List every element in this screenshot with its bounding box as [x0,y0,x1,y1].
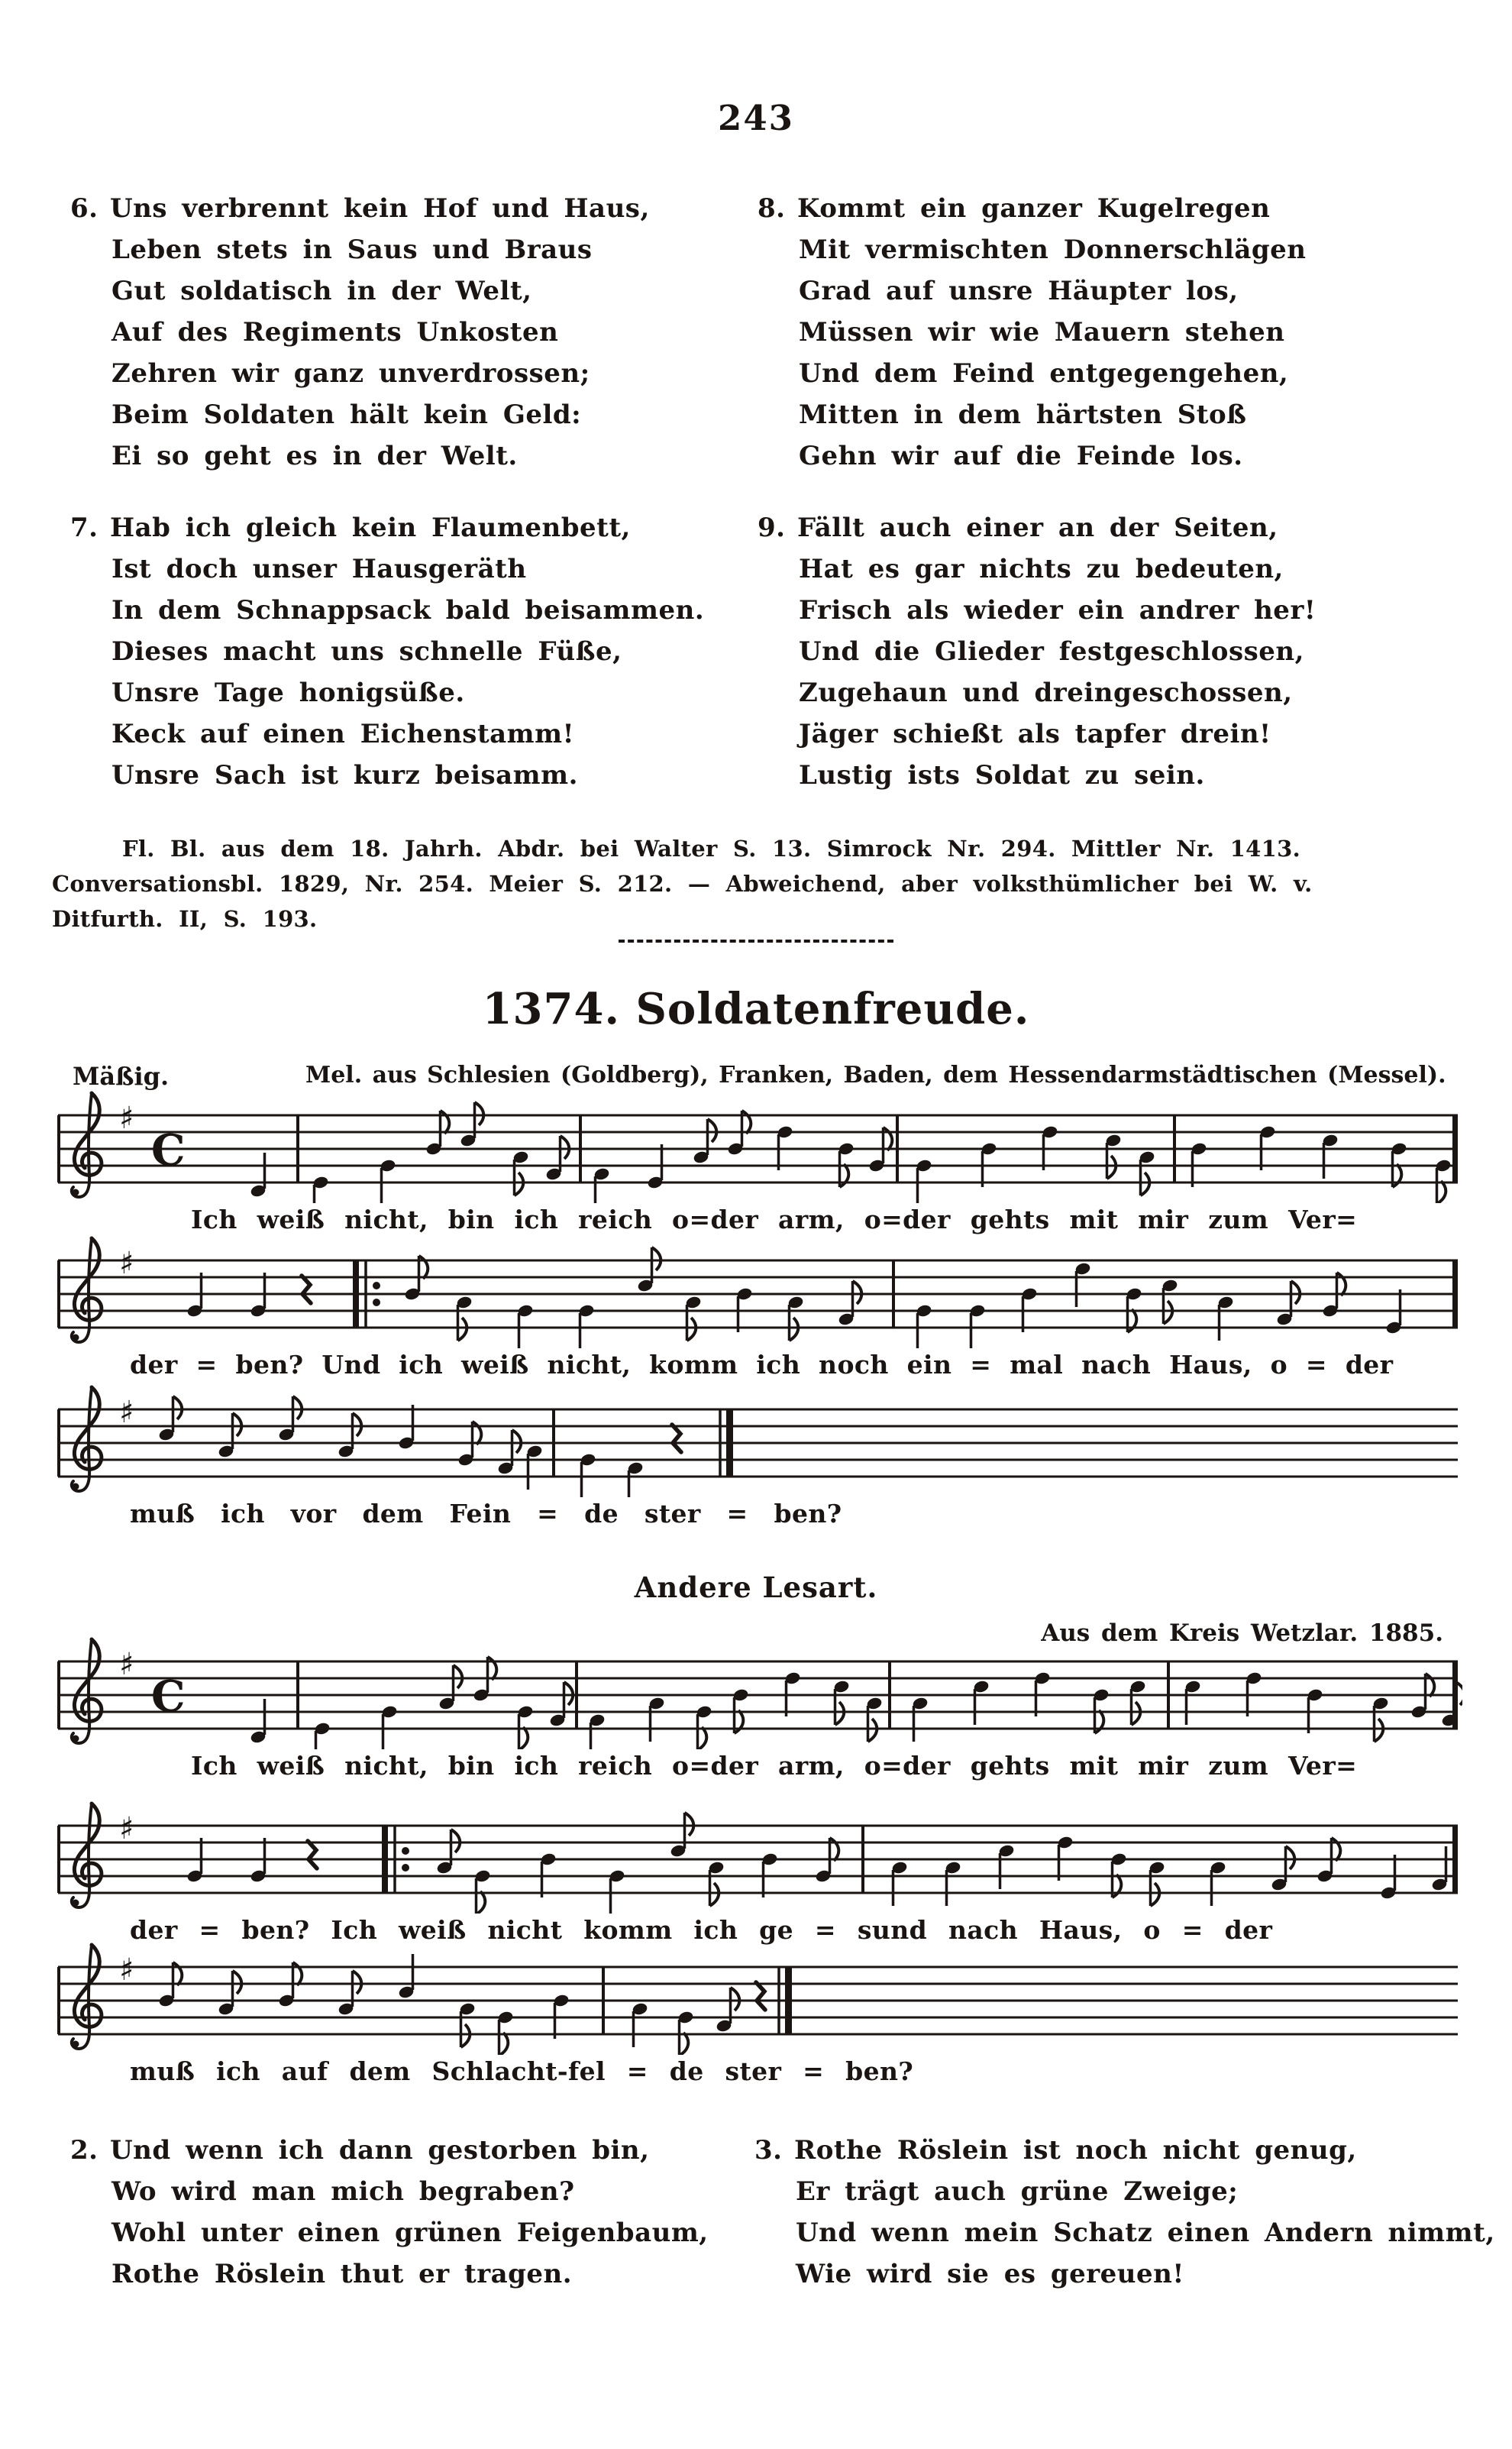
variant-heading: Andere Lesart. [634,1571,878,1604]
staff-system-6 [53,1940,1462,2086]
verse-line: Grad auf unsre Häupter los, [799,276,1239,306]
staff-system-2 [53,1234,1462,1380]
staff-system-1 [53,1089,1462,1234]
staff-system-4 [53,1635,1462,1781]
svg-text:C: C [151,1125,186,1176]
svg-text:♯: ♯ [119,1246,134,1281]
song-title: 1374. Soldatenfreude. [482,984,1030,1034]
staff-system-3 [53,1383,1462,1529]
page-number: 243 [718,98,794,138]
staff-lyric: Ich weiß nicht, bin ich reich o=der arm, o=der gehts mit mir zum Ver= [191,1205,1358,1234]
verse-text: Fällt auch einer an der Seiten, [797,513,1278,543]
svg-text:C: C [151,1671,186,1722]
verse-line [754,2130,1442,2171]
verse-line: Unsre Tage honigsüße. [111,678,465,708]
verse-line: Müssen wir wie Mauern stehen [799,317,1285,348]
verse-number: 8. [758,193,786,224]
verse-line: Leben stets in Saus und Braus [111,235,593,265]
verse-line: Frisch als wieder ein andrer her! [799,595,1317,626]
verse-2 [70,2130,758,2295]
music-staff [53,1799,1462,1914]
verse-line: Auf des Regiments Unkosten [111,317,559,348]
music-staff [53,1383,1462,1497]
verse-line: In dem Schnappsack bald beisammen. [111,595,705,626]
verse-line: Hat es gar nichts zu bedeuten, [799,554,1284,584]
verse-line [758,188,1445,229]
verse-8 [758,188,1445,477]
tempo-marking: Mäßig. [73,1062,170,1091]
verse-line: Unsre Sach ist kurz beisamm. [111,760,578,791]
verse-line: Und dem Feind entgegengehen, [799,358,1289,389]
verse-line: Und die Glieder festgeschlossen, [799,636,1304,667]
verse-line: Jäger schießt als tapfer drein! [799,719,1271,749]
verse-line: Ei so geht es in der Welt. [111,441,518,471]
verse-line: Beim Soldaten hält kein Geld: [111,400,582,430]
references [52,831,1463,937]
verse-column-top-right [758,188,1445,827]
svg-text:♯: ♯ [119,1811,134,1846]
verse-line: Wohl unter einen grünen Feigenbaum, [111,2218,709,2248]
verse-number: 2. [70,2135,99,2166]
staff-lyric: Ich weiß nicht, bin ich reich o=der arm, o=der gehts mit mir zum Ver= [191,1751,1358,1781]
svg-text:♯: ♯ [119,1952,134,1988]
verse-column-bottom-right [754,2130,1495,2325]
verse-column-bottom-left [70,2130,758,2325]
staff-lyric: muß ich auf dem Schlacht-fel = de ster = ben? [130,2056,914,2086]
music-staff [53,1635,1462,1749]
variant-source: Aus dem Kreis Wetzlar. 1885. [1041,1619,1443,1647]
verse-text: Rothe Röslein ist noch nicht genug, [794,2135,1357,2166]
verse-number: 6. [70,193,99,224]
music-staff [53,1940,1462,2055]
verse-line: Gehn wir auf die Feinde los. [799,441,1243,471]
verse-number: 7. [70,513,99,543]
verse-column-top-left [70,188,758,827]
staff-lyric: muß ich vor dem Fein = de ster = ben? [130,1499,842,1529]
verse-line: Rothe Röslein thut er tragen. [111,2259,573,2289]
verse-line: Zugehaun und dreingeschossen, [799,678,1293,708]
verse-line: Mit vermischten Donnerschlägen [799,235,1307,265]
music-staff [53,1089,1462,1203]
verse-9 [758,507,1445,796]
verse-line: Mitten in dem härtsten Stoß [799,400,1247,430]
verse-line [758,507,1445,548]
verse-text: Und wenn ich dann gestorben bin, [110,2135,650,2166]
verse-line: Dieses macht uns schnelle Füße, [111,636,622,667]
verse-line: Zehren wir ganz unverdrossen; [111,358,590,389]
verse-line: Ist doch unser Hausgeräth [111,554,527,584]
verse-text: Hab ich gleich kein Flaumenbett, [110,513,631,543]
verse-line: Keck auf einen Eichenstamm! [111,719,575,749]
verse-line [70,507,758,548]
svg-text:♯: ♯ [119,1647,134,1682]
reference-line: Conversationsbl. 1829, Nr. 254. Meier S. 212. — Abweichend, aber volksthümlicher bei W. v. [52,871,1313,897]
verse-number: 9. [758,513,786,543]
staff-lyric: der = ben? Und ich weiß nicht, komm ich noch ein = mal nach Haus, o = der [130,1350,1394,1380]
section-divider [619,940,893,943]
verse-number: 3. [754,2135,783,2166]
verse-line: Wie wird sie es gereuen! [796,2259,1184,2289]
staff-lyric: der = ben? Ich weiß nicht komm ich ge = sund nach Haus, o = der [130,1915,1273,1945]
verse-line: Wo wird man mich begraben? [111,2176,575,2207]
melody-source: Mel. aus Schlesien (Goldberg), Franken, Baden, dem Hessendarmstädtischen (Messel). [305,1062,1446,1089]
verse-line [70,188,758,229]
reference-line: Fl. Bl. aus dem 18. Jahrh. Abdr. bei Walter S. 13. Simrock Nr. 294. Mittler Nr. 1413. [122,836,1300,862]
music-staff [53,1234,1462,1348]
svg-text:♯: ♯ [119,1395,134,1430]
verse-line: Er trägt auch grüne Zweige; [796,2176,1239,2207]
verse-3 [754,2130,1495,2295]
svg-text:♯: ♯ [119,1101,134,1136]
verse-text: Uns verbrennt kein Hof und Haus, [110,193,650,224]
staff-system-5 [53,1799,1462,1945]
verse-line [70,2130,758,2171]
verse-6 [70,188,758,477]
verse-line: Gut soldatisch in der Welt, [111,276,532,306]
verse-line: Und wenn mein Schatz einen Andern nimmt, [796,2218,1495,2248]
verse-7 [70,507,758,796]
verse-text: Kommt ein ganzer Kugelregen [797,193,1271,224]
reference-line: Ditfurth. II, S. 193. [52,906,318,932]
verse-line: Lustig ists Soldat zu sein. [799,760,1205,791]
